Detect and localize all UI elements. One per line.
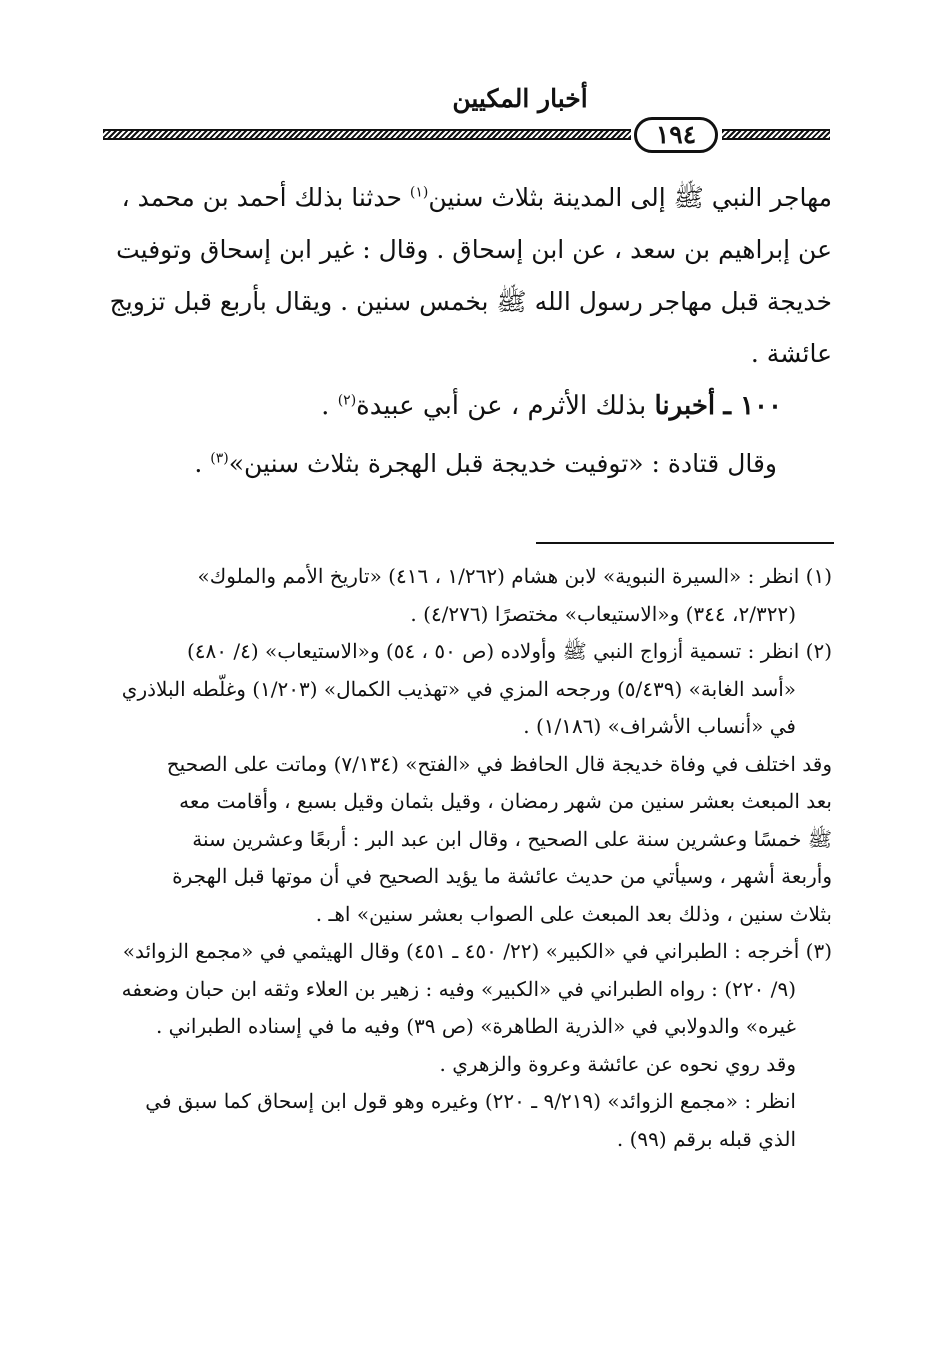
footnote-separator bbox=[536, 542, 834, 544]
footnote-line: ﷺ خمسًا وعشرين سنة على الصحيح ، وقال ابن عبد البر : أربعًا وعشرين سنة bbox=[192, 826, 832, 851]
footnote-3 bbox=[102, 933, 832, 1158]
footnote-line: (٢) انظر : تسمية أزواج النبي ﷺ وأولاده (ص ٥٠ ، ٥٤) و«الاستيعاب» (٤/ ٤٨٠) bbox=[186, 639, 832, 663]
main-text bbox=[102, 172, 832, 380]
hadith-keyword: أخبرنا bbox=[654, 391, 716, 421]
page-number: ١٩٤ bbox=[634, 117, 718, 153]
footnote-line: (٩/ ٢٢٠) : رواه الطبراني في «الكبير» وفيه : زهير بن العلاء وثقه ابن حبان وضعفه bbox=[121, 976, 796, 1001]
footnote-ref-2[interactable]: (٢) bbox=[337, 392, 357, 409]
footnote-line: (١) انظر : «السيرة النبوية» لابن هشام (١/٢٦٢ ، ٤١٦) «تاريخ الأمم والملوك» bbox=[197, 564, 832, 588]
qatada-text: وقال قتادة : «توفيت خديجة قبل الهجرة بثلاث سنين» bbox=[228, 449, 777, 478]
footnote-ref-1[interactable]: (١) bbox=[409, 184, 429, 201]
footnote-line: وقد روي نحوه عن عائشة وعروة والزهري . bbox=[439, 1051, 796, 1076]
header-rule-right bbox=[722, 129, 830, 140]
hadith-number: ١٠٠ ـ bbox=[723, 391, 782, 421]
footnotes bbox=[102, 558, 832, 1158]
header-rule-left bbox=[103, 129, 631, 140]
footnote-line: بعد المبعث بعشر سنين من شهر رمضان ، وقيل بثمان وقيل بسبع ، وأقامت معه bbox=[179, 789, 832, 813]
footnote-ref-3[interactable]: (٣) bbox=[210, 450, 229, 467]
qatada-quote: وقال قتادة : «توفيت خديجة قبل الهجرة بثلاث سنين»$^{(٣)}$ . bbox=[194, 449, 777, 478]
footnote-line: (٢/٣٢٢، ٣٤٤) و«الاستيعاب» مختصرًا (٤/٢٧٦) . bbox=[410, 601, 796, 626]
text-line: عائشة . bbox=[750, 339, 832, 368]
footnote-line: في «أنساب الأشراف» (١/١٨٦) . bbox=[523, 714, 796, 738]
text-line: عن إبراهيم بن سعد ، عن ابن إسحاق . وقال : غير ابن إسحاق وتوفيت bbox=[116, 235, 832, 264]
hadith-100: ١٠٠ ـ أخبرنا بذلك الأثرم ، عن أبي عبيدة$^{(٢)}$ . bbox=[321, 391, 782, 421]
footnote-line: وقد اختلف في وفاة خديجة قال الحافظ في «الفتح» (٧/١٣٤) وماتت على الصحيح bbox=[166, 751, 832, 776]
footnote-line: وأربعة أشهر ، وسيأتي من حديث عائشة ما يؤيد الصحيح في أن موتها قبل الهجرة bbox=[172, 864, 832, 888]
footnote-line: انظر : «مجمع الزوائد» (٩/٢١٩ ـ ٢٢٠) وغيره وهو قول ابن إسحاق كما سبق في bbox=[145, 1089, 796, 1113]
text-line: خديجة قبل مهاجر رسول الله ﷺ بخمس سنين . ويقال بأربع قبل تزويج bbox=[109, 287, 832, 316]
footnote-2 bbox=[102, 633, 832, 933]
running-title: أخبار المكيين bbox=[452, 84, 588, 113]
footnote-line: الذي قبله برقم (٩٩) . bbox=[616, 1126, 796, 1151]
footnote-1 bbox=[102, 558, 832, 633]
text-line: مهاجر النبي ﷺ إلى المدينة بثلاث سنين$^{(١)}$ حدثنا بذلك أحمد بن محمد ، bbox=[121, 183, 832, 212]
footnote-line: «أسد الغابة» (٥/٤٣٩) ورجحه المزي في «تهذيب الكمال» (١/٢٠٣) وغلّطه البلاذري bbox=[121, 676, 796, 701]
hadith-text: بذلك الأثرم ، عن أبي عبيدة bbox=[356, 391, 647, 421]
footnote-line: غيره» والدولابي في «الذرية الطاهرة» (ص ٣٩) وفيه ما في إسناده الطبراني . bbox=[155, 1014, 796, 1038]
footnote-line: بثلاث سنين ، وذلك بعد المبعث على الصواب بعشر سنين» اهـ . bbox=[315, 901, 832, 926]
footnote-line: (٣) أخرجه : الطبراني في «الكبير» (٢٢/ ٤٥٠ ـ ٤٥١) وقال الهيثمي في «مجمع الزوائد» bbox=[122, 939, 832, 963]
